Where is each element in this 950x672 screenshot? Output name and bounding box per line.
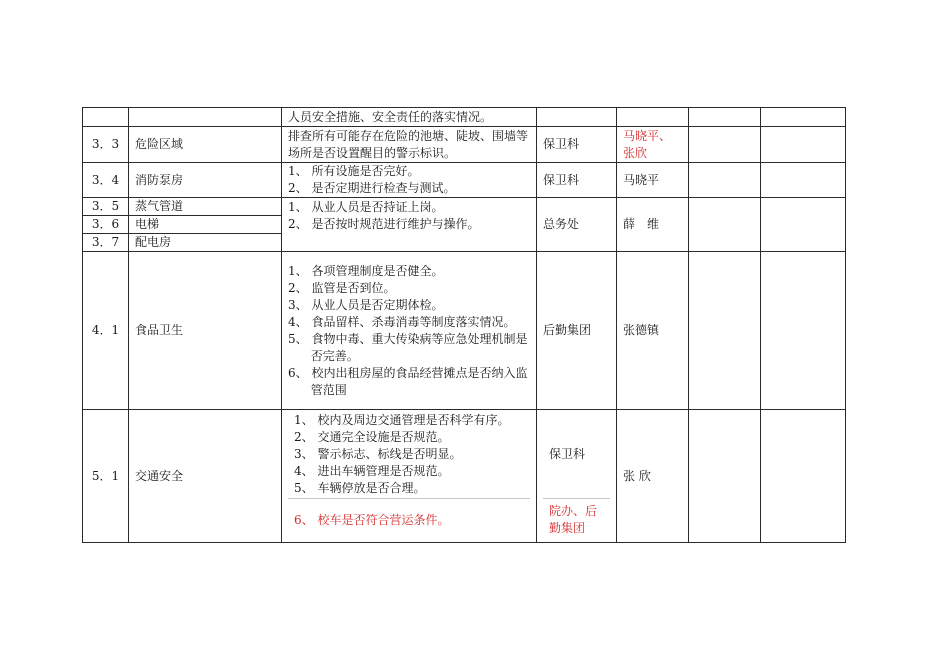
responsible-dept	[537, 108, 617, 127]
responsible-person: 马晓平	[617, 163, 689, 198]
table-row	[83, 410, 846, 543]
check-item: 1、 所有设施是否完好。	[288, 164, 420, 178]
inspection-table	[82, 107, 846, 543]
row-number: 3．4	[83, 163, 129, 198]
row-number: 3．6	[83, 216, 129, 234]
dept-main: 保卫科	[549, 447, 586, 461]
check-area: 消防泵房	[129, 163, 282, 198]
row-number: 3．3	[83, 127, 129, 163]
table-row	[83, 127, 846, 163]
check-item: 2、 是否定期进行检查与测试。	[288, 181, 456, 195]
check-item: 4、 食品留样、杀毒消毒等制度落实情况。	[288, 314, 516, 329]
dept-extra: 院办、后勤集团	[543, 498, 610, 542]
check-content: 人员安全措施、安全责任的落实情况。	[282, 108, 537, 127]
responsible-dept: 保卫科	[537, 163, 617, 198]
blank-cell	[761, 127, 846, 163]
blank-cell	[689, 127, 761, 163]
check-item: 6、 校内出租房屋的食品经营摊点是否纳入监管范围	[288, 365, 528, 397]
check-item-extra: 6、 校车是否符合营运条件。	[288, 498, 530, 542]
table-row	[83, 163, 846, 198]
check-item: 2、 监管是否到位。	[288, 280, 396, 295]
check-area	[129, 108, 282, 127]
check-item: 5、 食物中毒、重大传染病等应急处理机制是否完善。	[288, 331, 528, 363]
row-number: 3．7	[83, 234, 129, 252]
check-items-main	[288, 411, 530, 498]
responsible-dept: 后勤集团	[537, 252, 617, 410]
responsible-person: 张德镇	[617, 252, 689, 410]
responsible-dept: 总务处	[537, 198, 617, 252]
check-item: 1、 从业人员是否持证上岗。	[288, 200, 444, 214]
check-content: 排查所有可能存在危险的池塘、陡坡、围墙等场所是否设置醒目的警示标识。	[282, 127, 537, 163]
responsible-person: 薛 维	[617, 198, 689, 252]
row-number: 3．5	[83, 198, 129, 216]
blank-cell	[761, 252, 846, 410]
check-content	[282, 252, 537, 410]
responsible-person: 张 欣	[617, 410, 689, 543]
check-item: 3、 从业人员是否定期体检。	[288, 297, 444, 312]
check-content	[282, 198, 537, 252]
check-item: 3、 警示标志、标线是否明显。	[294, 446, 462, 461]
check-area: 食品卫生	[129, 252, 282, 410]
blank-cell	[761, 410, 846, 543]
responsible-person	[617, 108, 689, 127]
blank-cell	[689, 198, 761, 252]
check-item: 2、 交通完全设施是否规范。	[294, 429, 450, 444]
responsible-dept: 保卫科	[537, 127, 617, 163]
check-item: 4、 进出车辆管理是否规范。	[294, 463, 450, 478]
check-area: 配电房	[129, 234, 282, 252]
check-content	[282, 410, 537, 543]
blank-cell	[689, 252, 761, 410]
check-item: 1、 校内及周边交通管理是否科学有序。	[294, 412, 510, 427]
table-row	[83, 252, 846, 410]
blank-cell	[761, 108, 846, 127]
check-item: 2、 是否按时规范进行维护与操作。	[288, 217, 480, 231]
check-item: 5、 车辆停放是否合理。	[294, 480, 426, 495]
blank-cell	[689, 163, 761, 198]
check-area: 电梯	[129, 216, 282, 234]
row-number: 5．1	[83, 410, 129, 543]
blank-cell	[689, 108, 761, 127]
table-row	[83, 198, 846, 216]
row-number	[83, 108, 129, 127]
blank-cell	[761, 163, 846, 198]
row-number: 4．1	[83, 252, 129, 410]
blank-cell	[761, 198, 846, 252]
check-item: 1、 各项管理制度是否健全。	[288, 263, 444, 278]
blank-cell	[689, 410, 761, 543]
responsible-person: 马晓平、张欣	[617, 127, 689, 163]
responsible-dept	[537, 410, 617, 543]
check-content	[282, 163, 537, 198]
table-row	[83, 108, 846, 127]
check-area: 交通安全	[129, 410, 282, 543]
check-area: 危险区域	[129, 127, 282, 163]
check-area: 蒸气管道	[129, 198, 282, 216]
